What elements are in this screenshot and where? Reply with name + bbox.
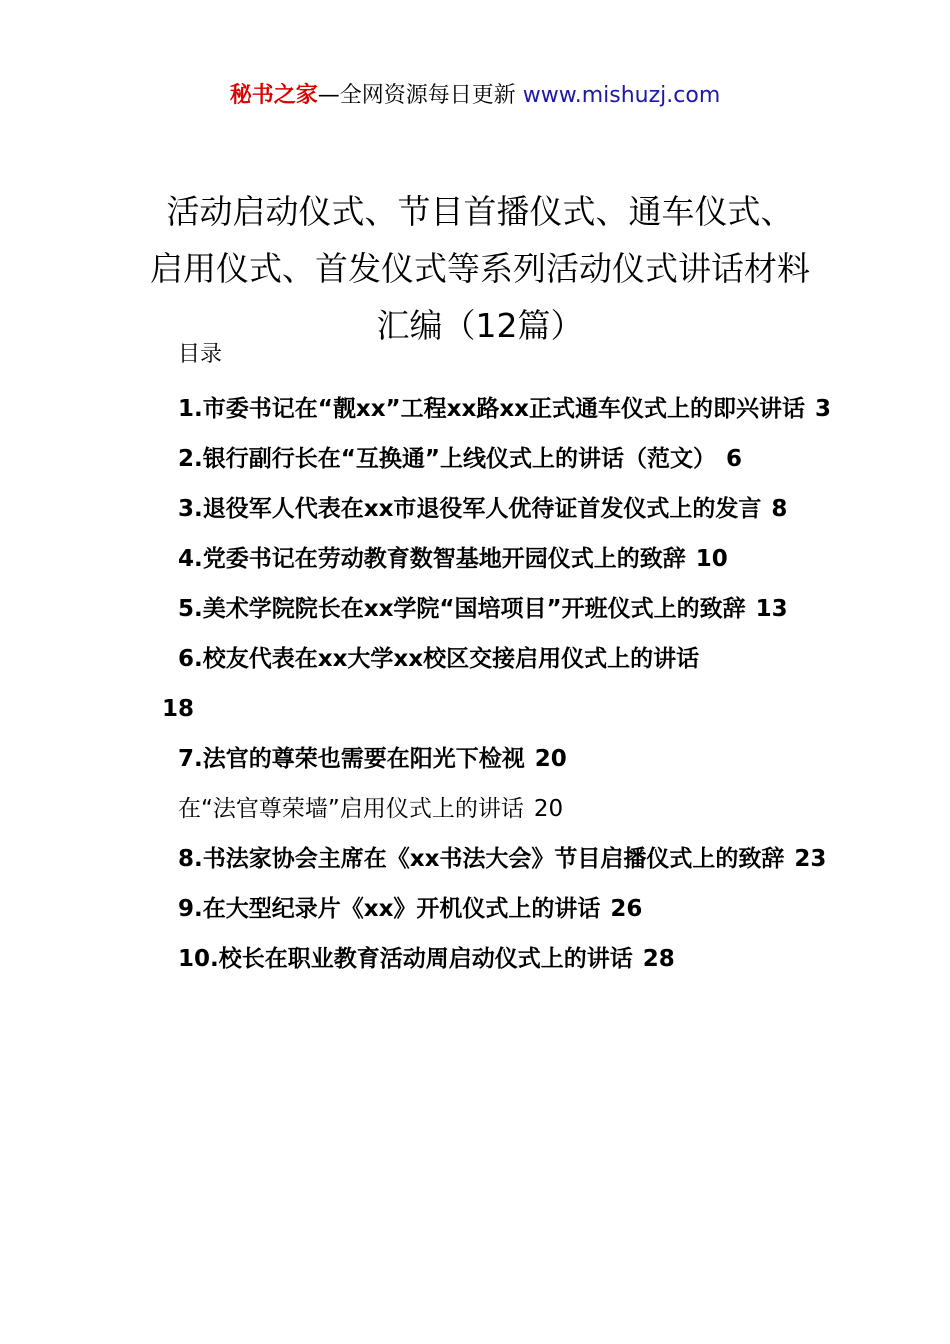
toc-entry[interactable] xyxy=(128,634,833,734)
toc-entry[interactable] xyxy=(128,384,833,434)
toc-entry[interactable] xyxy=(128,584,833,634)
toc-entry-text: 8.书法家协会主席在《xx书法大会》节目启播仪式上的致辞 xyxy=(178,846,785,872)
toc-page-number: 8 xyxy=(771,496,788,522)
toc-entry-text: 3.退役军人代表在xx市退役军人优待证首发仪式上的发言 xyxy=(178,496,762,522)
toc-entry-text: 2.银行副行长在“互换通”上线仪式上的讲话（范文） xyxy=(178,446,716,472)
toc-entry-text: 9.在大型纪录片《xx》开机仪式上的讲话 xyxy=(178,896,601,922)
toc-entry[interactable] xyxy=(128,534,833,584)
toc-page-number: 23 xyxy=(794,846,827,872)
title-line-2: 启用仪式、首发仪式等系列活动仪式讲话材料 xyxy=(150,249,810,288)
toc-entry-text: 5.美术学院院长在xx学院“国培项目”开班仪式上的致辞 xyxy=(178,596,746,622)
title-line-1: 活动启动仪式、节目首播仪式、通车仪式、 xyxy=(166,192,794,231)
toc-entry[interactable] xyxy=(128,784,833,834)
toc-page-number: 26 xyxy=(610,896,643,922)
toc-entry[interactable] xyxy=(128,484,833,534)
table-of-contents xyxy=(128,384,833,984)
toc-page-number: 18 xyxy=(162,696,195,722)
toc-entry[interactable] xyxy=(128,884,833,934)
header-slogan: —全网资源每日更新 xyxy=(317,83,516,108)
toc-entry-text: 6.校友代表在xx大学xx校区交接启用仪式上的讲话 xyxy=(178,646,700,672)
toc-entry[interactable] xyxy=(128,734,833,784)
toc-entry-text: 10.校长在职业教育活动周启动仪式上的讲话 xyxy=(178,946,633,972)
toc-page-number: 6 xyxy=(725,446,742,472)
toc-page-number: 20 xyxy=(533,796,564,822)
toc-entry-text: 7.法官的尊荣也需要在阳光下检视 xyxy=(178,746,525,772)
toc-page-number: 20 xyxy=(534,746,567,772)
toc-page-number: 13 xyxy=(755,596,788,622)
toc-entry[interactable] xyxy=(128,934,833,984)
toc-entry[interactable] xyxy=(128,434,833,484)
title-line-3: 汇编（12篇） xyxy=(376,306,584,345)
toc-page-number: 3 xyxy=(815,396,832,422)
document-title xyxy=(120,183,840,354)
toc-page-number: 28 xyxy=(642,946,675,972)
toc-entry-text: 1.市委书记在“靓xx”工程xx路xx正式通车仪式上的即兴讲话 xyxy=(178,396,805,422)
toc-entry[interactable] xyxy=(128,834,833,884)
site-header xyxy=(0,80,950,112)
brand-name: 秘书之家 xyxy=(229,83,318,108)
toc-entry-text: 4.党委书记在劳动教育数智基地开园仪式上的致辞 xyxy=(178,546,686,572)
toc-heading: 目录 xyxy=(178,342,223,367)
toc-page-number: 10 xyxy=(695,546,728,572)
site-url-link[interactable]: www.mishuzj.com xyxy=(522,83,721,108)
toc-entry-text: 在“法官尊荣墙”启用仪式上的讲话 xyxy=(178,796,524,822)
